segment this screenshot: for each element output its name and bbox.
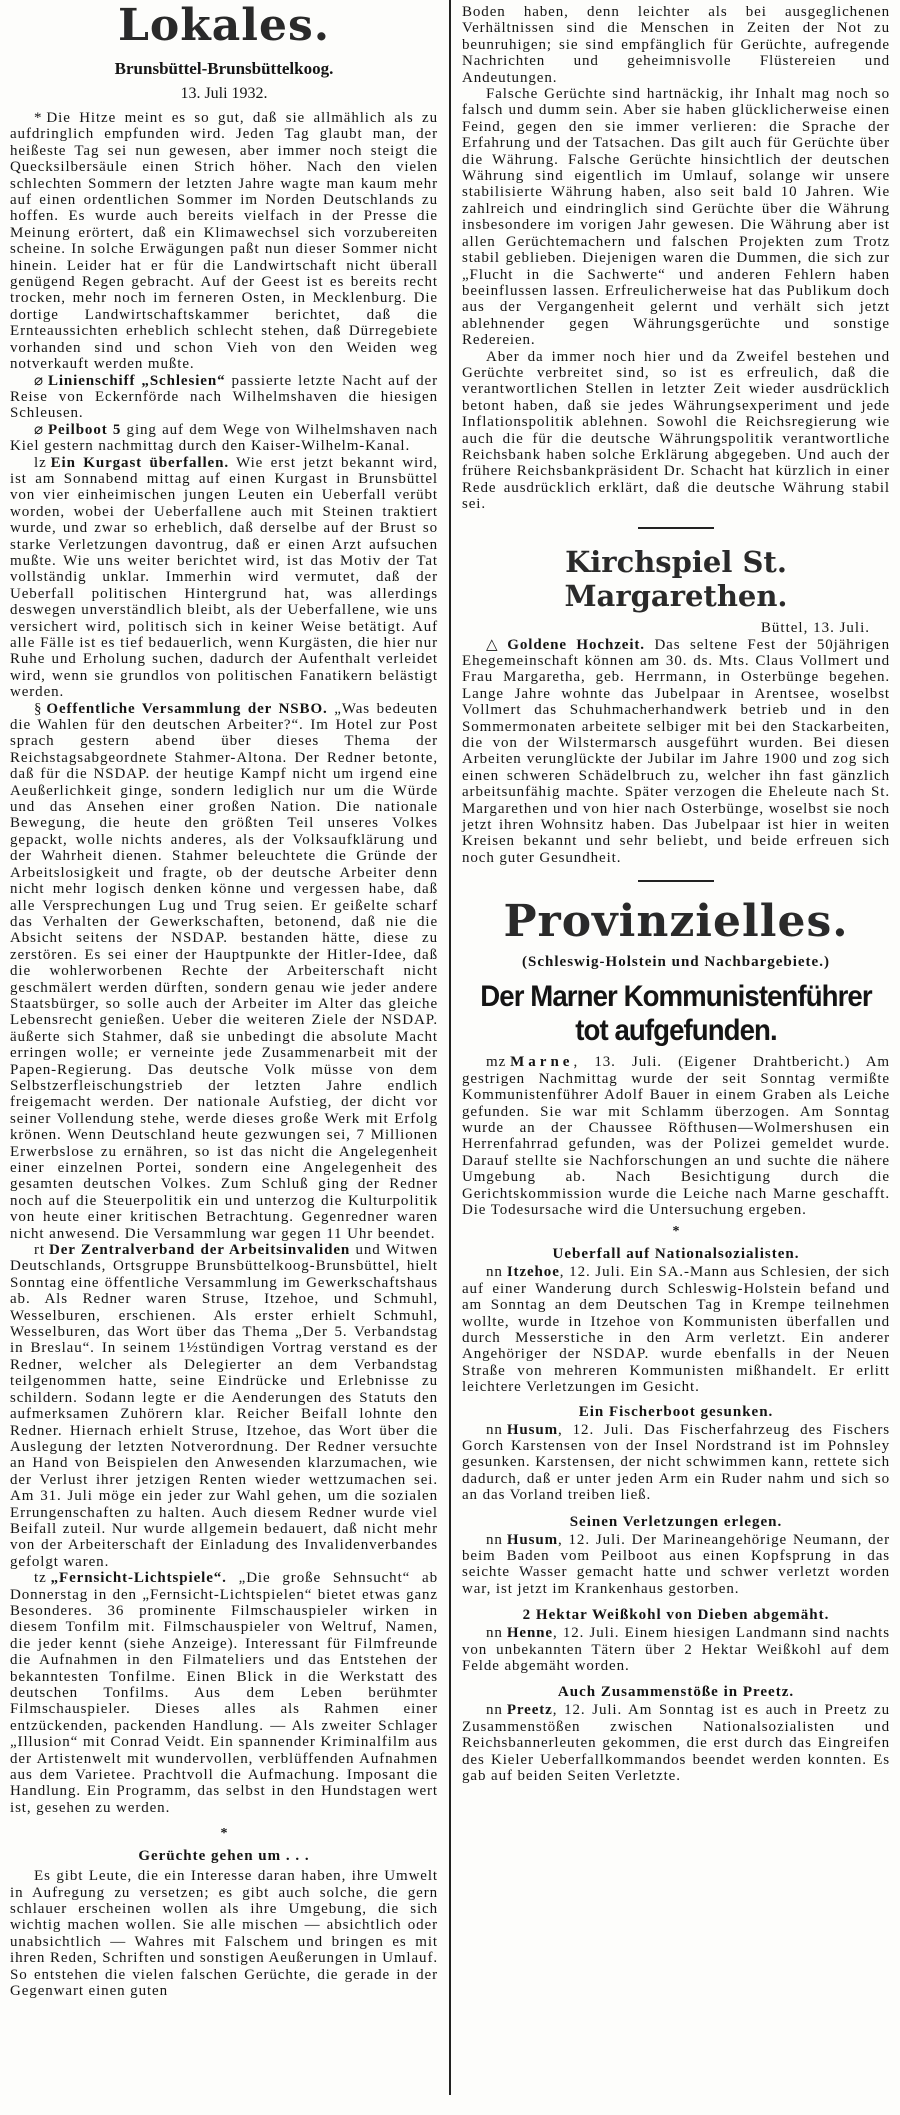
rumors-heading: Gerüchte gehen um . . . [138,1848,310,1865]
article-text: „Was bedeuten die Wahlen für den deutschen Arbeiter?“. Im Hotel zur Post sprach gestern abend über dieses Thema der Reichstagsabgeordnete Stahmer-Altona. Der Redner betonte, daß für die NSDAP. der heutige Kampf nicht um irgend eine Aeußerlichkeit ginge, sondern lediglich nur um die Würde und das Ansehen einer großen Nation. Die nationale Bewegung, die heute den größten Teil unseres Volkes gepackt, wolle nichts anderes, als der Volksaufklärung und der Wahrheit dienen. Stahmer beleuchtete die Gründe der Arbeitslosigkeit und fragte, ob der deutsche Arbeiter denn nicht mehr logisch denken könne und vergessen habe, daß alle Versprechungen Lug und Trug seien. Er geißelte scharf das Verhalten der Gewerkschaften, betonend, daß nie die Absicht seitens der NSDAP. bestanden hätte, diese zu zerstören. Es sei einer der Hauptpunkte der Hitler-Idee, daß die wohlerworbenen Rechte der Arbeiterschaft nicht geschmälert werden dürften, sondern genau wie jeder andere Staatsbürger, so solle auch der Arbeiter im Alter das gleiche Lebensrecht genießen. Ueber die weiteren Ziele der NSDAP. äußerte sich Stahmer, daß sie unbedingt die absolute Macht erringen wolle; er verneinte jede Zusammenarbeit mit der Papen-Regierung. Das deutsche Volk müsse von dem Selbstzerfleischungstrieb der letzten Jahre endlich freigemacht werden. Der nationale Aufstieg, der dicht vor seiner Vollendung stehe, werde dieses große Werk mit Erfolg krönen. Wenn Deutschland heute gezwungen sei, 7 Millionen Erwerbslose zu ernähren, so ist das nicht die Angelegenheit einer einzelnen Portei, sondern eine Angelegenheit des gesamten deutschen Volkes. Zum Schluß ging der Redner noch auf die Steuerpolitik ein und unterzog die Kulturpolitik von heute einer kritischen Betrachtung. Gegenredner waren nicht anwesend. Die Versammlung war gegen 11 Uhr beendet. [10,700,438,1242]
rumors-paragraph: Es gibt Leute, die ein Interesse daran haben, ihre Umwelt in Aufregung zu versetzen; es gibt auch solche, die gern schlauer erscheinen wollen als ihre Umgebung, die sich wichtig machen wollen. Sie alle mischen — absichtlich oder unabsichtlich — Wahres mit Falschem und bringen es mit ihren Reden, Schriften und sonstigen Aeußerungen in Umlauf. So entstehen die vielen falschen Gerüchte, die gerade in der Gegenwart einen guten [10,1868,438,2000]
article-lead: „Fernsicht-Lichtspiele“. [50,1570,227,1587]
rumors-paragraph: Aber da immer noch hier und da Zweifel bestehen und Gerüchte verbreitet sind, so ist es erfreulich, daß die verantwortlichen Stellen in letzter Zeit wieder ausdrücklich betont haben, daß sie jedes Währungsexperiment und jede Inflationspolitik ablehnen. Sowohl die Reichsregierung wie auch die für die deutsche Währungspolitik verantwortliche Reichsbank haben solche Erklärung abgegeben. Und auch der frühere Reichsbankpräsident Dr. Schacht hat kürzlich in einer Rede ausdrücklich erklärt, daß die deutsche Währung stabil sei. [462,348,890,513]
article-marker: ⌀ [34,421,44,438]
news-item [462,1532,890,1598]
section-title-provinzielles: Provinzielles. [503,896,849,948]
right-column [462,0,890,1785]
place-heading: Brunsbüttel-Brunsbüttelkoog. [114,59,334,78]
separator-star: * [220,1826,228,1842]
separator-star: * [672,1224,680,1240]
section-rule [638,527,714,529]
rumors-paragraph: Falsche Gerüchte sind hartnäckig, ihr Inhalt mag noch so falsch und dumm sein. Aber sie haben glücklicherweise einen Feind, gegen den sie immer verlieren: die Sprache der Erfahrung und der Tatsachen. Das gilt auch für Gerüchte über die Währung. Falsche Gerüchte hinsichtlich der deutschen Währung sind eigentlich im Umlauf, solange wir unsere stabilisierte Währung haben, also seit bald 10 Jahren. Wie zahlreich und eindringlich sind Gerüchte über die Währung insbesondere im vorigen Jahr gewesen. Die Währung aber ist allen Gerüchtemachern und falschen Projekten zum Trotz stabil geblieben. Diejenigen waren die Dummen, die sich zur „Flucht in die Sachwerte“ und anderen Fehlern haben beeinflussen lassen. Erfreulicherweise hat das Publikum doch aus der Vergangenheit gelernt und verhält sich jetzt ablehnender gegen Währungsgerüchte und sonstige Redereien. [462,86,890,349]
article-text: und Witwen Deutschlands, Ortsgruppe Brunsbüttelkoog-Brunsbüttel, hielt Sonntag eine öffentliche Versammlung im Gewerkschaftshaus ab. Als Redner waren Struse, Itzehoe, und Schmuhl, Wesselburen, erschienen. Als erster erhielt Schmuhl, Wesselburen, das Wort über das Thema „Der 5. Verbandstag in Breslau“. In seinem 1½stündigen Vortrag verstand es der Redner, welcher als Delegierter an dem Verbandstag teilgenommen hatte, seine Eindrücke und Erlebnisse zu schildern. Sodann legte er die Aenderungen des Statuts den aufmerksamen Zuhörern klar. Reicher Beifall lohnte den Redner. Hiernach erhielt Struse, Itzehoe, das Wort über die Auslegung der letzten Notverordnung. Der Redner versuchte an Hand von Beispielen den Anwesenden klarzumachen, wie der Verlust ihrer jetzigen Renten wieder wettzumachen sei. Am 31. Juli möge ein jeder zur Wahl gehen, um die sozialen Errungenschaften zu halten. Auch diesem Redner wurde viel Beifall zuteil. Nur wurde allgemein bedauert, daß nicht mehr von der Arbeiterschaft der Einladung des Invalidenverbandes gefolgt waren. [10,1242,438,1570]
article-marker: rt [34,1242,45,1259]
article-lead: Linienschiff „Schlesien“ [47,372,226,389]
article-text: , 12. Juli. Der Marineangehörige Neumann, der beim Baden vom Peilboot aus einen Kopfsprung in das seichte Wasser gemacht hatte und schwer verletzt worden war, ist jetzt im Krankenhaus gestorben. [462,1531,890,1597]
article-schlesien [10,373,438,422]
news-heading: Auch Zusammenstöße in Preetz. [557,1684,795,1701]
article-text: ging auf dem Wege von Wilhelmshaven nach Kiel gestern nachmittag durch den Kaiser-Wilhelm-Kanal. [10,421,438,455]
article-marne [462,1054,890,1218]
article-zentralverband [10,1242,438,1570]
article-marker: nn [486,1702,503,1719]
news-heading: Seinen Verletzungen erlegen. [569,1513,783,1530]
issue-date: 13. Juli 1932. [180,85,268,102]
article-lead: Oeffentliche Versammlung der NSBO. [46,700,328,717]
article-text: , 12. Juli. Das Fischerfahrzeug des Fischers Gorch Karstensen von der Insel Nordstrand ist im Pohnsley gesunken. Karstensen, der nicht schwimmen kann, rettete sich dadurch, daß er unter jeden Arm ein Ruder nahm und sich so an das Vorland treiben ließ. [462,1421,890,1504]
article-lead: Peilboot 5 [47,421,122,438]
news-heading: Ueberfall auf Nationalsozialisten. [552,1246,800,1263]
article-peilboot [10,422,438,455]
article-marker: nn [486,1264,503,1281]
column-divider [449,0,451,2095]
parish-dateline: Büttel, 13. Juli. [760,619,870,636]
headline-line-1: Der Marner Kommunistenführer [480,980,872,1014]
article-marker: * [34,110,43,126]
article-marker: ⌀ [34,372,44,389]
article-text: Das seltene Fest der 50jährigen Ehegemeinschaft können am 30. ds. Mts. Claus Vollmert und Frau Margaretha, geb. Herrmann, in Osterbünge begehen. Lange Jahre wohnte das Jubelpaar in Arentsee, woselbst Vollmert das Schuhmacherhandwerk betrieb und in den Sommermonaten arbeitete selbiger mit bei den Stackarbeiten, die von der Wilstermarsch ausgeführt wurden. Bei diesen Arbeiten verunglückte der Jubilar im Jahre 1900 und zog sich einen schweren Schädelbruch zu, welcher ihn fast gänzlich arbeitsunfähig machte. Später verzogen die Eheleute nach St. Margarethen und von hier nach Osterbünge, woselbst sie noch jetzt ihren Wohnsitz haben. Das Jubelpaar ist hier in weiten Kreisen bekannt und sehr beliebt, und beide erfreuen sich noch guter Gesundheit. [462,636,891,866]
article-lead: Goldene Hochzeit. [507,636,645,653]
article-lead: Henne [506,1625,553,1642]
article-marker: nn [486,1625,503,1642]
article-nsbo [10,701,438,1242]
article-text: , 12. Juli. Am Sonntag ist es auch in Preetz zu Zusammenstößen zwischen Nationalsozialisten und Reichsbannerleuten gekommen, die erst durch das Eingreifen des Kieler Ueberfallkommandos beendet werden konnten. Es gab auf beiden Seiten Verletzte. [462,1702,890,1785]
article-text: „Die große Sehnsucht“ ab Donnerstag in den „Fernsicht-Lichtspielen“ bietet etwas ganz Besonderes. 36 prominente Filmschauspieler wirken in diesem Tonfilm mit. Filmschauspieler von Weltruf, Namen, die jeder kennt (siehe Anzeige). Interessant für Filmfreunde die Aufnahmen in den Filmateliers und das Entstehen der bekanntesten Tonfilme. Einen Blick in die Werkstatt des deutschen Tonfilms. Aus dem Leben berühmter Filmschauspieler. Dieses alles als Rahmen einer entzückenden, packenden Handlung. — Als zweiter Schlager „Illusion“ mit Conrad Veidt. Ein spannender Kriminalfilm aus der Artistenwelt mit wundervollen, verblüffenden Aufnahmen aus dem Varietee. Prachtvoll die Aufmachung. Imposant die Handlung. Ein Programm, das selbst in den Hundstagen wert ist, gesehen zu werden. [10,1570,438,1816]
article-golden-wedding [462,637,890,867]
headline-line-2: tot aufgefunden. [575,1014,777,1048]
article-text: passierte letzte Nacht auf der Reise von Eckernförde nach Wilhelmshaven die hiesigen Schleusen. [10,372,438,422]
news-item [462,1702,890,1784]
article-text: , 12. Juli. Ein SA.-Mann aus Schlesien, der sich auf einer Wanderung durch Schleswig-Holstein befand und am Sonntag an dem Deutschen Tag in Krempe teilnehmen wollte, wurde in Itzehoe von Kommunisten überfallen und durch Messerstiche in den Arm verletzt. Ein anderer Angehöriger der NSDAP. wurde ebenfalls in der Neuen Straße von mehreren Kommunisten mißhandelt. Er erlitt leichtere Verletzungen im Gesicht. [462,1264,890,1396]
article-marker: mz [486,1054,507,1071]
left-column [10,0,438,2000]
section-subtitle: (Schleswig-Holstein und Nachbargebiete.) [522,954,830,971]
section-title-lokales: Lokales. [117,0,331,51]
article-marker: nn [486,1421,503,1438]
article-text: Wie erst jetzt bekannt wird, ist am Sonnabend mittag auf einen Kurgast in Brunsbüttel von vier einheimischen jungen Leuten ein Ueberfall verübt worden, wobei der Ueberfallene auch mit Steinen traktiert wurde, und zwar so erheblich, daß derselbe auf der Brust so starke Verletzungen davontrug, daß er einen Arzt aufsuchen mußte. Wie uns weiter berichtet wird, ist das Motiv der Tat vollständig unklar. Immerhin wird vermutet, daß der Ueberfall politischen Hintergrund hat, was allerdings deswegen unverständlich bleibt, als der Ueberfallene, wie uns versichert wird, politisch sich in keiner Weise betätigt. Auf alle Fälle ist es tief bedauerlich, wenn Kurgästen, die hier nur Ruhe und Erholung suchen, dadurch der Aufenthalt verleidet wird, wenn sie grundlos von politischen Fanatikern belästigt werden. [10,454,438,701]
article-lichtspiele [10,1570,438,1816]
article-text: , 13. Juli. (Eigener Drahtbericht.) Am gestrigen Nachmittag wurde der seit Sonntag vermißte Kommunistenführer Adolf Bauer in einem Graben als Leiche gefunden. Sie war mit Schlamm überzogen. Am Sonntag wurde an der Chaussee Röfthusen—Wolmershusen ein Herrenfahrrad gefunden, was der Polizei gemeldet wurde. Darauf stellte sie Nachforschungen an und suchte die nähere Umgebung ab. Nach Besichtigung durch die Gerichtskommission wurde die Leiche nach Marne geschafft. Die Todesursache wird die Untersuchung ergeben. [462,1054,890,1218]
article-lead: Preetz [506,1702,553,1719]
article-marker: tz [34,1570,47,1587]
news-heading: Ein Fischerboot gesunken. [578,1403,774,1420]
article-text: Die Hitze meint es so gut, daß sie allmählich als zu aufdringlich empfunden wird. Jeden Tag glaubt man, der heißeste Tag sei nun gewesen, aber immer noch steigt die Quecksilbersäule einen Strich höher. Nach den vielen schlechten Sommern der letzten Jahre wagte man kaum mehr auf einen ordentlichen Sommer im Norden Deutschlands zu hoffen. Es wurde auch bereits vielfach in der Presse die Meinung erörtert, daß ein Klimawechsel sich vorzubereiten scheine. In solche Erwägungen paßt nun dieser Sommer nicht hinein. Leider hat er für die Landwirtschaft nicht überall genügend Regen gebracht. Auf der Geest ist es bereits recht trocken, mehr noch im ferneren Osten, in Mecklenburg. Die dortige Landwirtschaftskammer berichtet, daß die Ernteaussichten erheblich schlecht stehen, daß Dürregebiete vorhanden sind und schon Vieh von den Weiden weg notverkauft werden mußte. [10,110,438,373]
article-marker: nn [486,1531,503,1548]
section-rule [638,880,714,882]
rumors-continuation: Boden haben, denn leichter als bei ausgeglichenen Verhältnissen sind die Menschen in Zeiten der Not zu beunruhigen; sie sind empfänglich für Gerüchte, aufregende Nachrichten und geheimnisvolle Flüstereien und Andeutungen. [462,4,890,86]
parish-title: Kirchspiel St. Margarethen. [564,544,788,613]
news-heading: 2 Hektar Weißkohl von Dieben abgemäht. [522,1607,830,1624]
article-lead: Husum [506,1421,558,1438]
article-lead: Der Zentralverband der Arbeitsinvaliden [48,1242,351,1259]
article-lead: Ein Kurgast überfallen. [50,454,229,471]
news-item [462,1422,890,1504]
news-item [462,1625,890,1674]
news-item [462,1264,890,1395]
article-text: , 12. Juli. Einem hiesigen Landmann sind nachts von unbekannten Tätern über 2 Hektar Weißkohl auf dem Felde abgemäht worden. [462,1625,890,1675]
article-marker: lz [34,454,47,471]
article-lead: Marne [510,1054,574,1071]
article-heat [10,110,438,373]
article-lead: Husum [506,1531,558,1548]
article-lead: Itzehoe [506,1264,560,1281]
triangle-marker-icon: △ [486,636,504,653]
article-kurgast [10,455,438,701]
article-marker: § [34,700,43,717]
